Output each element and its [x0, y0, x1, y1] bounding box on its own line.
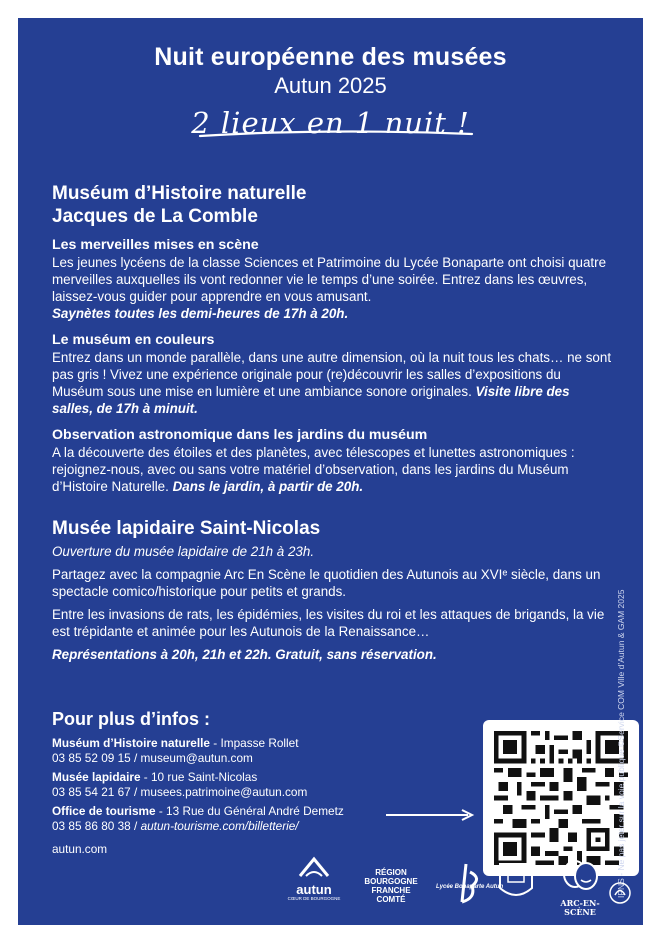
- main-content: [52, 182, 612, 663]
- lycee-logo-icon: [436, 862, 504, 904]
- info-section: [52, 708, 452, 857]
- contact-lapidaire-name: Musée lapidaire: [52, 770, 141, 784]
- museum2-title: Musée lapidaire Saint-Nicolas: [52, 518, 321, 539]
- event-title: Nuit européenne des musées: [154, 43, 507, 71]
- block2-text: Entrez dans un monde parallèle, dans une autre dimension, où la nuit tous les chats… ne sont pas gris ! Vivez une expérience originale pour (re)découvrir les salles d’expositions du Muséum sous une mise en lumière et une ambiance sonore originales. Visite libre des salles, de 17h à minuit.: [52, 350, 612, 416]
- event-subtitle: Autun 2025: [274, 73, 387, 98]
- contact-lapidaire-phone-email[interactable]: 03 85 54 21 67 / musees.patrimoine@autun.com: [52, 785, 308, 799]
- contact-tourism-address: - 13 Rue du Général André Demetz: [155, 804, 344, 818]
- svg-text:Lycée Bonaparte Autun: Lycée Bonaparte Autun: [436, 884, 504, 890]
- block1-text: Les jeunes lycéens de la classe Sciences et Patrimoine du Lycée Bonaparte ont choisi quatre merveilles auxquelles ils vont redonner vie le temps d’une soirée. Entrez dans les œuvres, laissez-vous guider pour apprendre en vous amusant. Saynètes toutes les demi-heures de 17h à 20h.: [52, 255, 607, 321]
- block3-title: Observation astronomique dans les jardins du muséum: [52, 427, 428, 443]
- autun-logo: autun CŒUR DE BOURGOGNE: [286, 856, 342, 902]
- museum2-note: Représentations à 20h, 21h et 22h. Gratuit, sans réservation.: [52, 647, 437, 662]
- eco-badge-icon: [609, 882, 631, 904]
- contact-lapidaire-address: - 10 rue Saint-Nicolas: [140, 770, 258, 784]
- contact-tourism-name: Office de tourisme: [52, 804, 156, 818]
- info-title: Pour plus d’infos :: [52, 709, 210, 729]
- contact-museum-address: - Impasse Rollet: [209, 736, 299, 750]
- theatre-masks-icon: [560, 858, 600, 894]
- block2-note: Visite libre des salles, de 17h à minuit.: [52, 384, 570, 416]
- autun-logo-icon: [296, 856, 332, 878]
- contact-tourism-phone: 03 85 86 80 38 /: [52, 819, 141, 833]
- website-link[interactable]: autun.com: [52, 842, 108, 856]
- museum1-title: Muséum d’Histoire naturelle: [52, 183, 307, 204]
- contact-lapidaire: [52, 770, 452, 800]
- museum2-para1: Partagez avec la compagnie Arc En Scène le quotidien des Autunois au XVIᵉ siècle, dans un spectacle comico/historique pour petits et grands.: [52, 567, 601, 599]
- museum2-opening: Ouverture du musée lapidaire de 21h à 23h.: [52, 544, 315, 559]
- block1-title: Les merveilles mises en scène: [52, 237, 259, 253]
- legal-side-text: IPNS - Ne pas jeter sur la voie publique ©Service COM Ville d’Autun & GAM 2025: [616, 589, 626, 898]
- partner-logos: [286, 856, 631, 916]
- arrow-right-icon: [384, 808, 476, 822]
- arc-en-scene-logo: ARC-EN-SCÈNE: [548, 858, 612, 917]
- block1-note: Saynètes toutes les demi-heures de 17h à 20h.: [52, 306, 349, 321]
- museum2-para2: Entre les invasions de rats, les épidémies, les visites du roi et les attaques de brigands, la vie est trépidante et animée pour les Autunois de la Renaissance…: [52, 607, 605, 639]
- contact-museum: [52, 736, 452, 766]
- contact-museum-name: Muséum d’Histoire naturelle: [52, 736, 210, 750]
- ticketing-link[interactable]: autun-tourisme.com/billetterie/: [140, 819, 299, 833]
- crest-icon: [496, 860, 536, 906]
- block3-text: A la découverte des étoiles et des planètes, avec télescopes et lunettes astronomiques : rejoignez-nous, avec ou sans votre matériel d’observation, dans les jardins du Muséum d’Histoire Naturelle. Dans le jardin, à partir de 20h.: [52, 445, 575, 494]
- museum1-title-line2: Jacques de La Comble: [52, 206, 258, 227]
- region-logo: RÉGION BOURGOGNE FRANCHE COMTÉ: [364, 868, 418, 904]
- tagline-underline: [196, 128, 476, 140]
- qr-code-icon: [494, 731, 628, 865]
- block3-note: Dans le jardin, à partir de 20h.: [172, 479, 364, 494]
- poster: [18, 18, 643, 925]
- block2-title: Le muséum en couleurs: [52, 332, 215, 348]
- event-tagline: 2 lieux en 1 nuit !: [191, 106, 470, 140]
- lycee-logo: [436, 862, 504, 909]
- lycee-bonaparte-crest: [496, 860, 536, 911]
- header: [18, 42, 643, 141]
- contact-museum-phone-email[interactable]: 03 85 52 09 15 / museum@autun.com: [52, 751, 253, 765]
